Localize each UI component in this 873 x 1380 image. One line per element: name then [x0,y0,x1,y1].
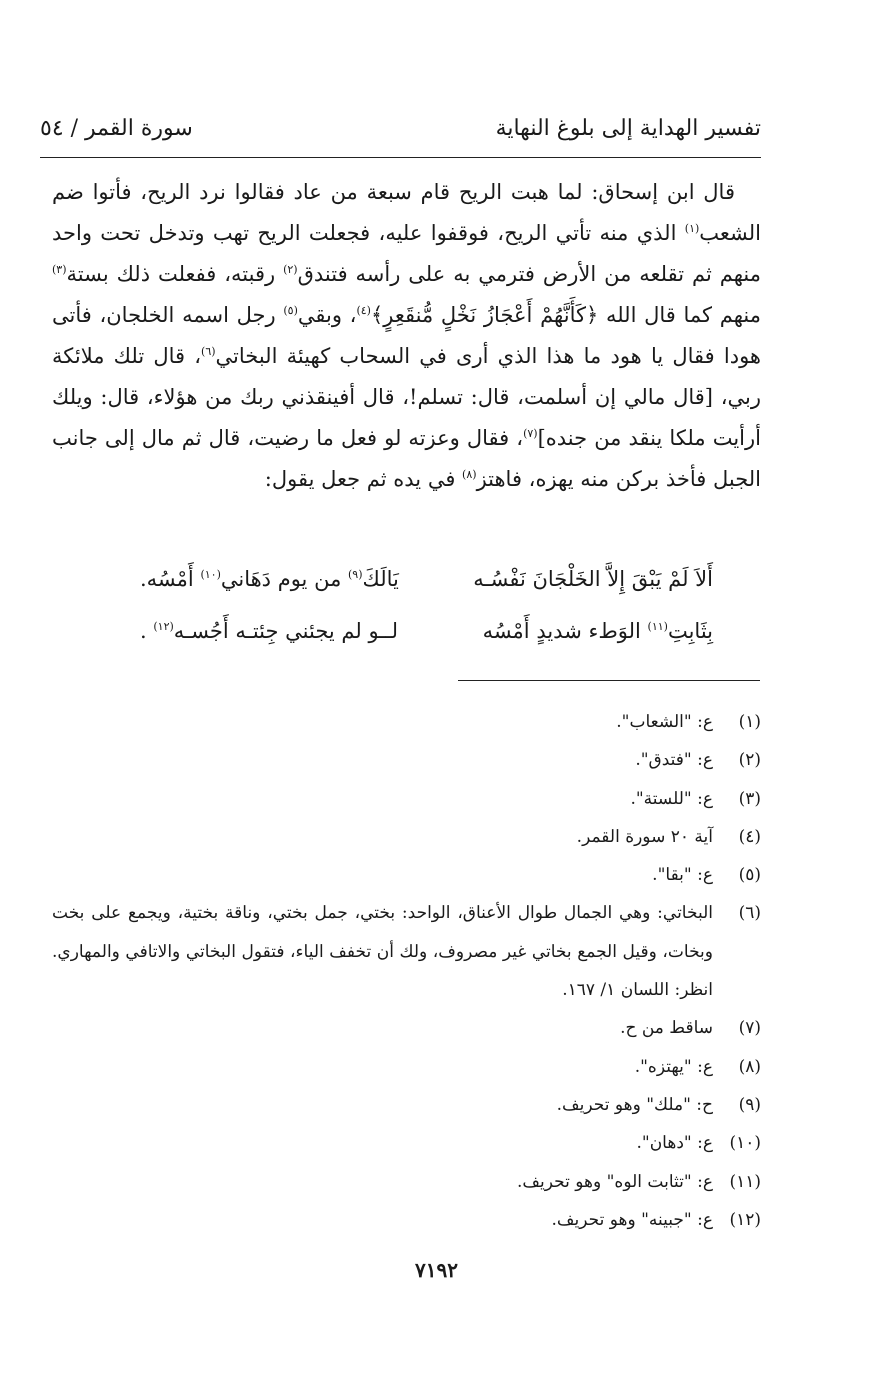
footnote-number: (١١) [729,1171,761,1192]
poem-text: بِثَابِتِ [667,619,713,643]
footnote-text: ع: "للستة". [630,788,713,809]
text-segment: رقبته، ففعلت ذلك بستة [66,262,284,286]
footnote-number: (٥) [738,865,761,886]
text-segment: رجل اسمه الخلجان، فأتى هودا فقال يا هود ما هذا الذي أرى في السحاب كهيئة البخاتي [52,303,761,368]
footnote-ref: (٨) [462,468,477,481]
footnote-text: ع: "فتدق". [635,750,713,771]
header-divider [40,157,761,158]
text-segment: في يده ثم جعل يقول: [264,467,463,491]
footnote-divider [458,680,760,681]
footnote-text: ع: "دهان". [636,1133,713,1154]
footnote-number: (٨) [738,1056,761,1077]
footnote-ref: (٣) [52,263,67,276]
footnote-number: (١) [738,712,761,732]
footnote-ref: (٦) [201,345,216,358]
poem-hemistich-right [483,619,713,643]
footnote-ref: (٧) [523,427,538,440]
footnote-text: ع: "جبينه" وهو تحريف. [551,1209,713,1230]
footnote-item [52,703,761,741]
poem-text: يَالَكَ [362,567,399,591]
footnote-text: ع: "بقا". [652,865,713,886]
poem-hemistich-left [140,567,399,591]
footnote-number: (٧) [738,1018,761,1039]
footnote-item [52,856,761,894]
footnote-text: ع: "تثابت الوه" وهو تحريف. [517,1171,713,1192]
poem [140,553,713,657]
surah-page-label: سورة القمر / ٥٤ [40,115,193,141]
footnote-ref: (١٢) [153,620,174,633]
poem-text: . [140,619,154,643]
footnote-ref: (٥) [283,304,298,317]
text-segment: الذي منه تأتي الريح، فوقفوا عليه، فجعلت الريح تهب وتدخل تحت واحد منهم ثم تقلعه من الأرض فترمي به على رأسه فتندق [52,221,761,286]
footnote-text: ساقط من ح. [620,1018,713,1039]
footnotes [52,703,761,1239]
footnote-ref: (١) [684,222,700,235]
footnote-item [52,741,761,779]
poem-text: من يوم دَهَاني [220,567,348,591]
footnote-item [52,1201,761,1239]
text-segment: قال ابن إسحاق: لما هبت الريح قام سبعة من عاد فقالوا نرد الريح، فأتوا ضم الشعب [52,180,761,245]
text-segment: ، قال تلك ملائكة ربي، [قال مالي إن أسلمت، قال: تسلم!، قال أفينقذني ربك من هؤلاء، قال: ويلك أرأيت ملكا ينقد من جنده] [52,344,761,450]
text-segment: ، وبقي [297,303,357,327]
footnote-item [52,780,761,818]
footnote-number: (٣) [738,788,761,809]
text-segment: ، فقال وعزته لو فعل ما رضيت، قال ثم مال إلى جانب الجبل فأخذ بركن منه يهزه، فاهتز [52,426,761,491]
footnote-number: (٦) [738,903,761,924]
footnote-number: (٢) [738,750,761,771]
running-head [40,110,761,146]
footnote-text: ع: "يهتزه". [634,1056,713,1077]
footnote-number: (١٠) [729,1133,761,1154]
poem-text: الوَطء شديدٍ أَمْسُه [482,619,648,643]
footnote-ref: (٩) [348,568,363,581]
footnote-number: (٤) [738,826,761,847]
footnote-number: (١٢) [729,1209,761,1230]
poem-hemistich-left [140,619,398,643]
footnote-text: ح: "ملك" وهو تحريف. [556,1094,713,1115]
footnote-number: (٩) [738,1094,761,1115]
footnote-item [52,894,761,1009]
page-number: ٧١٩٢ [415,1258,458,1282]
footnote-text: آية ٢٠ سورة القمر. [576,826,713,847]
footnote-text: البخاتي: وهي الجمال طوال الأعناق، الواحد: بختي، جمل بختي، وناقة بختية، ويجمع على بخت وبخات، وقيل الجمع بخاتي غير مصروف، ولك أن تخفف الياء، فتقول البخاتي والاتافي والمهاري. انظر: اللسان ١/ ١٦٧. [52,903,713,1001]
poem-line [140,553,713,605]
poem-text: أَلاَ لَمْ يَبْقَ إِلاَّ الخَلْجَانَ نَفْسُـه [473,567,713,591]
footnote-item [52,1163,761,1201]
footnote-ref: (٤) [356,304,371,317]
footnote-text: ع: "الشعاب". [616,712,713,732]
footnote-item [52,1124,761,1162]
footnote-ref: (١١) [647,620,668,633]
footnote-item [52,1009,761,1047]
footnote-item [52,1048,761,1086]
poem-text: أَمْسُه. [140,567,201,591]
footnote-item [52,818,761,856]
main-paragraph [52,172,761,500]
poem-text: لــو لم يجئني جِئتـه أَجُسـه [173,619,399,643]
book-title: تفسير الهداية إلى بلوغ النهاية [495,115,761,141]
poem-line [140,605,713,657]
footnote-item [52,1086,761,1124]
footnote-ref: (١٠) [200,568,221,581]
poem-hemistich-right [473,567,713,591]
main-text [52,172,761,500]
quran-quote: منهم كما قال الله ﴿كَأَنَّهُمْ أَعْجَازُ نَخْلٍ مُّنقَعِرٍ﴾ [370,303,761,327]
footnote-ref: (٢) [283,263,298,276]
